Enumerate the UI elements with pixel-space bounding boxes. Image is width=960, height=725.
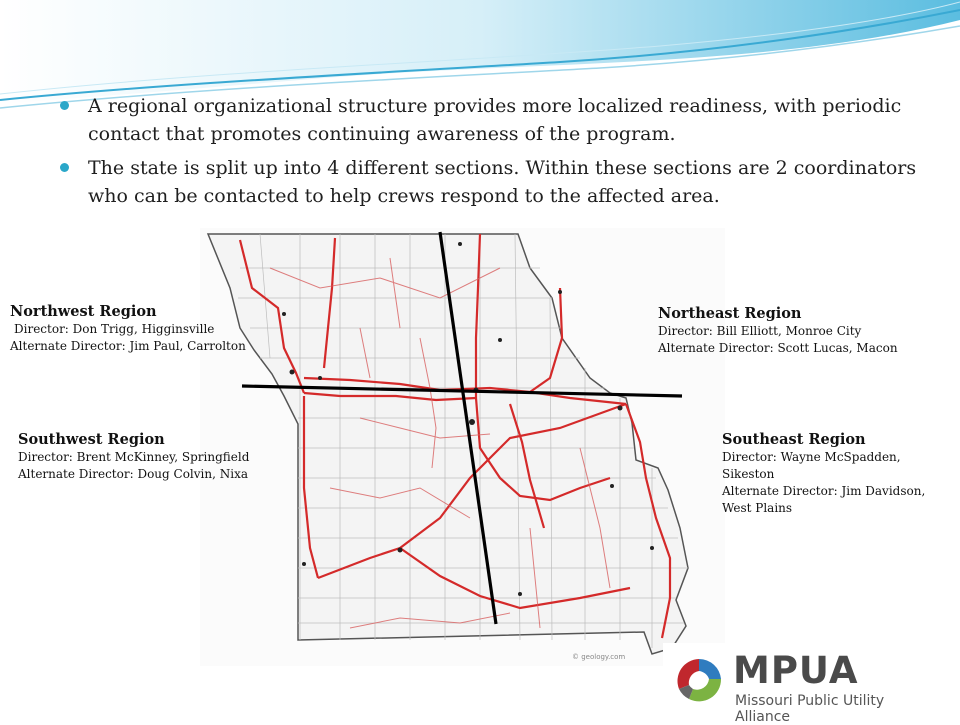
region-alternate-city: West Plains [722, 501, 793, 515]
region-northwest [10, 302, 270, 355]
bullet-text: The state is split up into 4 different sections. Within these sections are 2 coordinators who can be contacted to help crews respond to the affected area. [88, 157, 917, 207]
bullet-dot-icon [60, 101, 69, 110]
region-alternate: Alternate Director: Scott Lucas, Macon [658, 341, 898, 355]
region-alternate: Alternate Director: Jim Davidson, [722, 484, 926, 498]
region-director: Director: Bill Elliott, Monroe City [658, 324, 862, 338]
region-title: Southeast Region [722, 431, 866, 448]
region-southwest [18, 430, 278, 483]
missouri-road-map [200, 228, 725, 666]
region-title: Northwest Region [10, 303, 157, 320]
region-northeast [658, 304, 938, 357]
region-alternate: Alternate Director: Doug Colvin, Nixa [18, 467, 248, 481]
region-director: Director: Don Trigg, Higginsville [14, 322, 215, 336]
region-title: Northeast Region [658, 305, 802, 322]
region-director-city: Sikeston [722, 467, 775, 481]
region-director: Director: Brent McKinney, Springfield [18, 450, 250, 464]
mpua-logo-icon [669, 649, 729, 709]
logo-wordmark: MPUA [733, 649, 859, 692]
region-alternate: Alternate Director: Jim Paul, Carrolton [10, 339, 246, 353]
bullet-dot-icon [60, 163, 69, 172]
bullet-list [56, 92, 936, 216]
map-credit: © geology.com [572, 653, 626, 661]
region-southeast [722, 430, 952, 517]
logo-subtitle: Missouri Public Utility Alliance [735, 693, 885, 725]
bullet-text: A regional organizational structure provides more localized readiness, with periodic contact that promotes continuing awareness of the program. [88, 95, 902, 145]
bullet-item [56, 92, 936, 148]
region-title: Southwest Region [18, 431, 165, 448]
bullet-item [56, 154, 936, 210]
region-director: Director: Wayne McSpadden, [722, 450, 901, 464]
mpua-logo [663, 643, 943, 725]
